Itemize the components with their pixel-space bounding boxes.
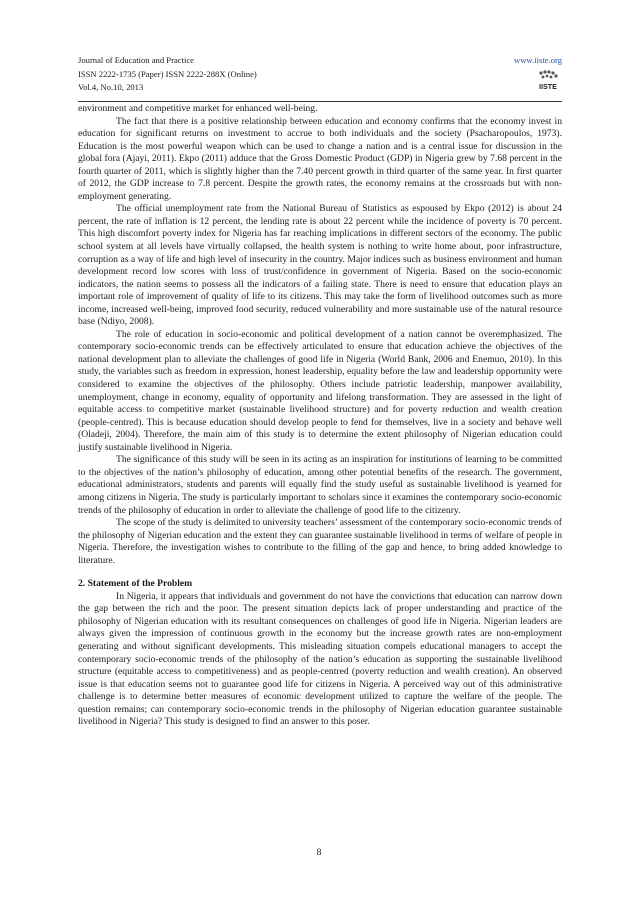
- page-number: 8: [316, 847, 322, 858]
- paragraph-statement-of-problem: In Nigeria, it appears that individuals and government do not have the convictions that education can narrow down the gap between the rich and the poor. The present situation depicts lack of proper understanding and practice of the philosophy of Nigerian education with its resultant consequences on challenges of good life in Nigeria. Nigerian leaders are always given the impression of continuous growth in the economy but the increase growth rates are non-employment generating and without significant developments. This misleading situation compels educational managers to accept the contemporary socio-economic trends of the philosophy of the nation’s education as supporting the sustainable livelihood structure (equitable access to competitiveness) and as people-centred (poverty reduction and wealth creation). An observed issue is that education seems not to guarantee good life for citizens in Nigeria. A perceived way out of this administrative challenge is to determine better measures of economic development utilized to capture the welfare of the people. The question remains; can contemporary socio-economic trends in the philosophy of Nigerian education guarantee sustainable livelihood in Nigeria? This study is designed to find an answer to this poser.: [78, 590, 562, 728]
- paragraph-role-of-education: The role of education in socio-economic and political development of a nation cannot be overemphasized. The contemporary socio-economic trends can be effectively articulated to ensure that education achieve the objectives of the national development plan to alleviate the challenges of good life in Nigeria (World Bank, 2006 and Enemuo, 2010). In this study, the variables such as freedom in expression, honest leadership, equality before the law and leadership opportunity were considered to examine the objectives of the philosophy. Others include patriotic leadership, manpower availability, unemployment, change in economy, equality of opportunity and lifelong transformation. They are assessed in the light of equitable access to competitive market (sustainable livelihood structure) and for poverty reduction and wealth creation (people-centred). This is because education should develop people to fend for themselves, live in a society and behave well (Oladeji, 2004). Therefore, the main aim of this study is to determine the extent philosophy of Nigerian education could justify sustainable livelihood in Nigeria.: [78, 328, 562, 453]
- volume-line: Vol.4, No.10, 2013: [78, 82, 144, 93]
- logo-text: IISTE: [539, 82, 557, 91]
- issn-line: ISSN 2222-1735 (Paper) ISSN 2222-288X (Online): [78, 68, 257, 79]
- paragraph-economy-education: The fact that there is a positive relationship between education and economy confirms that the economy invest in education for significant returns on investment to accrue to both individuals and the society (Psacharopoulos, 1973). Education is the most powerful weapon which can be used to change a nation and is a central issue for discussion in the global fora (Ajayi, 2011). Ekpo (2011) adduce that the Gross Domestic Product (GDP) in Nigeria grew by 7.68 percent in the fourth quarter of 2011, which is slightly higher than the 7.40 percent growth in third quarter of the same year. In first quarter of 2012, the GDP increase to 7.8 percent. Despite the growth rates, the economy remains at the crossroads but with non-employment generating.: [78, 115, 562, 202]
- section-heading-statement-of-problem: 2. Statement of the Problem: [78, 578, 193, 590]
- continued-paragraph: environment and competitive market for enhanced well-being.: [78, 103, 318, 114]
- journal-name: Journal of Education and Practice: [78, 55, 194, 65]
- header-divider: [78, 101, 562, 102]
- page-header: [78, 54, 562, 100]
- paragraph-unemployment-rate: The official unemployment rate from the National Bureau of Statistics as espoused by Ekpo (2012) is about 24 percent, the rate of inflation is 12 percent, the lending rate is about 22 percent while the incidence of poverty is 70 percent. This high discomfort poverty index for Nigeria has far reaching implications in different sectors of the economy. The public school system at all levels have virtually collapsed, the health system is nothing to write home about, poor infrastructure, corruption as a way of life and high level of insecurity in the country. Major indices such as business environment and human development record low scores with loss of trust/confidence in government of Nigeria. Based on the socio-economic indicators, the nation seems to possess all the indicators of a failing state. There is need to ensure that education plays an important role of improvement of quality of life to its citizens. This may take the form of livelihood outcomes such as more income, increased well-being, improved food security, reduced vulnerability and more sustainable use of the natural resource base (Ndiyo, 2008).: [78, 203, 562, 328]
- article-body: [78, 103, 562, 729]
- paragraph-scope: The scope of the study is delimited to university teachers’ assessment of the contemporary socio-economic trends of the philosophy of Nigerian education and the extent they can guarantee sustainable livelihood in terms of welfare of people in Nigeria. Therefore, the investigation wishes to contribute to the filling of the gap and hence, to bring added knowledge to literature.: [78, 517, 562, 566]
- paragraph-significance: The significance of this study will be seen in its acting as an inspiration for institutions of learning to be committed to the objectives of the nation’s philosophy of education, among other potential benefits of the research. The government, educational administrators, students and parents will equally find the study useful as sustainable livelihood is yearned for among citizens in Nigeria. The study is particularly important to scholars since it examines the contemporary socio-economic trends of the philosophy of education in order to alleviate the challenge of good life to the citizenry.: [78, 454, 562, 516]
- iiste-logo: [536, 69, 560, 93]
- website-link[interactable]: www.iiste.org: [514, 55, 562, 65]
- journal-info: [78, 54, 257, 95]
